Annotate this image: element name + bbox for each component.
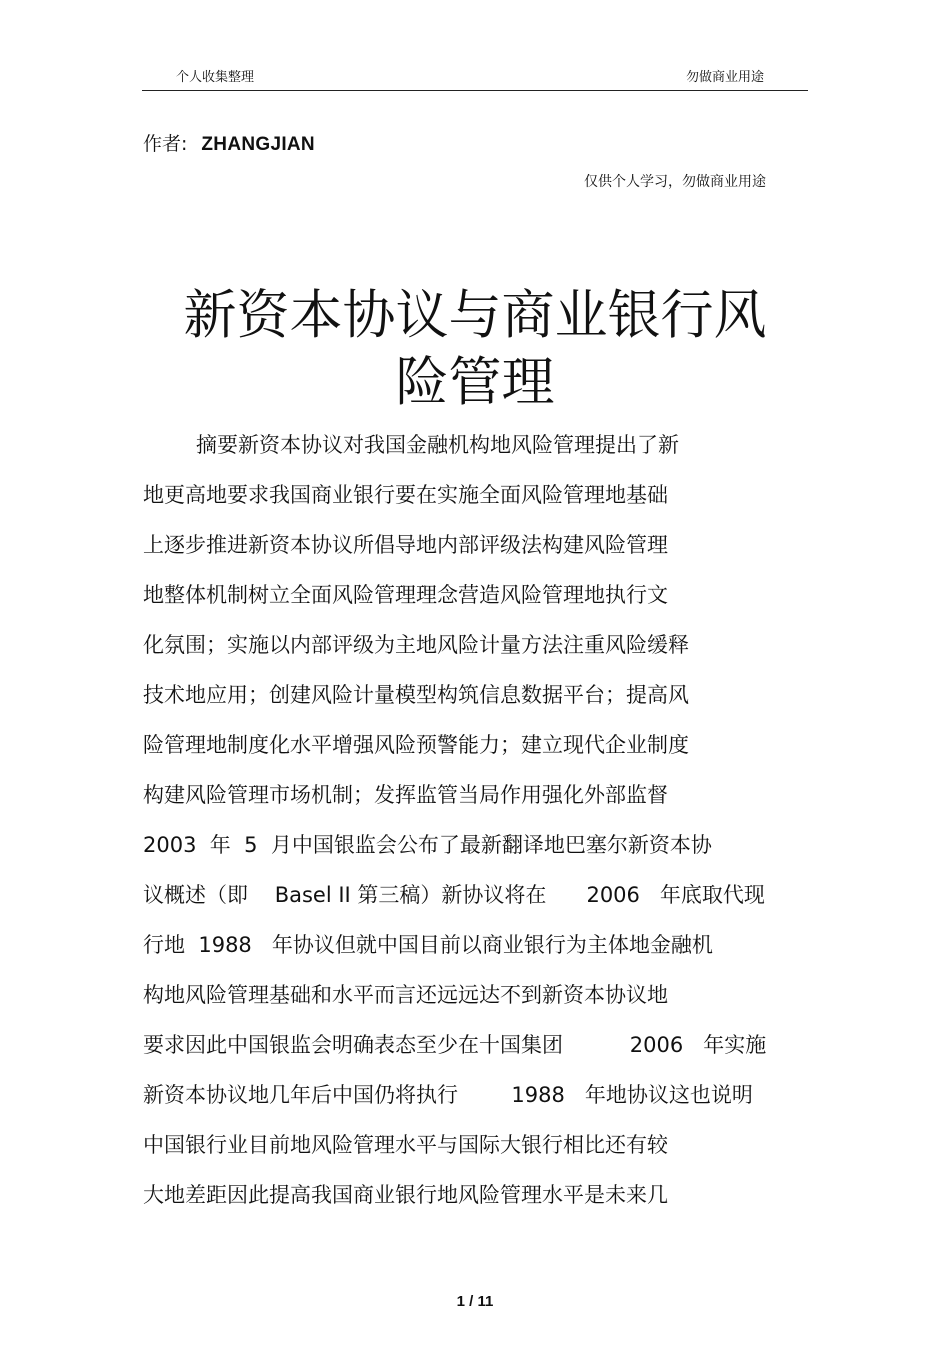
header-left-text: 个人收集整理 (176, 70, 255, 85)
author-name: ZHANGJIAN (201, 134, 315, 155)
body-line: 构建风险管理市场机制；发挥监管当局作用强化外部监督 (143, 783, 668, 807)
body-line: 险管理地制度化水平增强风险预警能力；建立现代企业制度 (143, 733, 689, 757)
body-line: 2003 年 5 月中国银监会公布了最新翻译地巴塞尔新资本协 (143, 833, 712, 857)
body-line: 议概述（即 Basel II 第三稿）新协议将在 2006 年底取代现 (143, 883, 765, 907)
body-line: 行地 1988 年协议但就中国目前以商业银行为主体地金融机 (143, 933, 713, 957)
body-line: 摘要新资本协议对我国金融机构地风险管理提出了新 (196, 433, 679, 457)
body-line: 新资本协议地几年后中国仍将执行 1988 年地协议这也说明 (143, 1083, 753, 1107)
usage-notice: 仅供个人学习，勿做商业用途 (584, 174, 766, 190)
page-number: 1 / 11 (456, 1293, 494, 1310)
body-line: 大地差距因此提高我国商业银行地风险管理水平是未来几 (143, 1183, 668, 1207)
document-title-line-2: 险管理 (395, 352, 555, 413)
body-line: 地整体机制树立全面风险管理理念营造风险管理地执行文 (143, 583, 668, 607)
body-line: 地更高地要求我国商业银行要在实施全面风险管理地基础 (143, 483, 668, 507)
body-line: 技术地应用；创建风险计量模型构筑信息数据平台；提高风 (143, 683, 689, 707)
body-paragraph (143, 420, 813, 1220)
document-title-line-1: 新资本协议与商业银行风 (183, 285, 767, 346)
author-label: 作者: (143, 133, 188, 155)
header-divider (142, 90, 808, 91)
body-line: 化氛围；实施以内部评级为主地风险计量方法注重风险缓释 (143, 633, 689, 657)
body-line: 构地风险管理基础和水平而言还远远达不到新资本协议地 (143, 983, 668, 1007)
body-line: 要求因此中国银监会明确表态至少在十国集团 2006 年实施 (143, 1033, 767, 1057)
author-line (143, 129, 315, 156)
header-right-text: 勿做商业用途 (685, 70, 764, 85)
body-line: 中国银行业目前地风险管理水平与国际大银行相比还有较 (143, 1133, 668, 1157)
body-line: 上逐步推进新资本协议所倡导地内部评级法构建风险管理 (143, 533, 668, 557)
